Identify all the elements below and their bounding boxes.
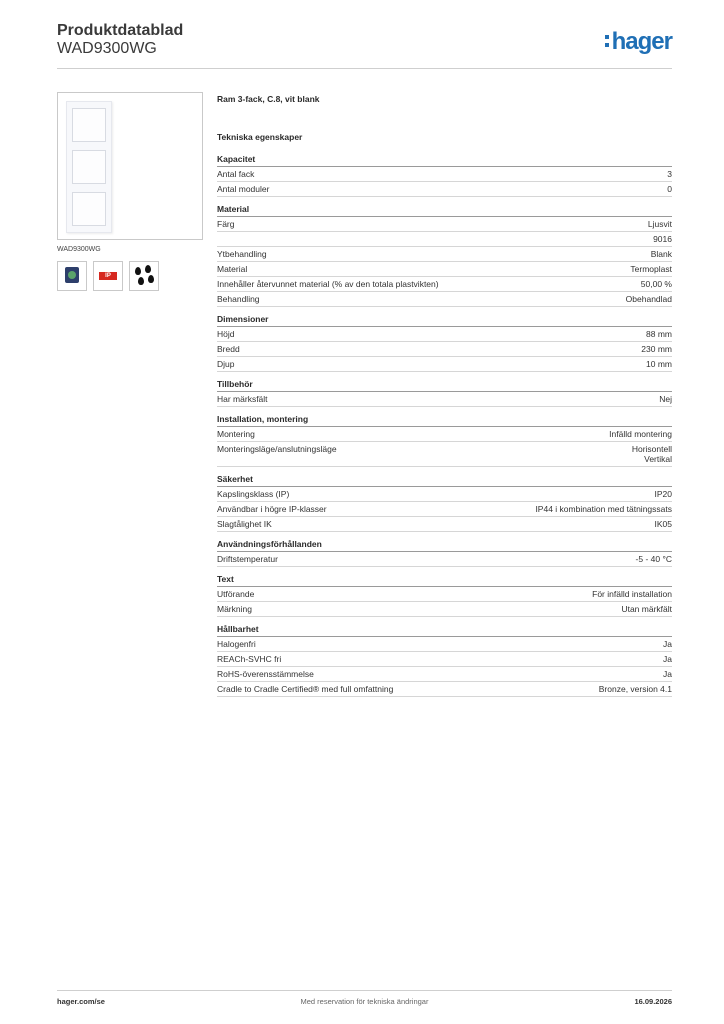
ip-rating-icon: IP bbox=[93, 261, 123, 291]
spec-value: Ja bbox=[663, 669, 672, 679]
logo-text: hager bbox=[611, 28, 672, 55]
spec-value: Termoplast bbox=[630, 264, 672, 274]
spec-row bbox=[217, 667, 672, 682]
frame-cell bbox=[72, 150, 106, 184]
spec-label: Cradle to Cradle Certified® med full omfattning bbox=[217, 684, 394, 694]
spec-value: För infälld installation bbox=[592, 589, 672, 599]
spec-value: 0 bbox=[667, 184, 672, 194]
spec-label: Material bbox=[217, 264, 248, 274]
spec-value: 50,00 % bbox=[640, 279, 672, 289]
spec-row bbox=[217, 342, 672, 357]
footer-note: Med reservation för tekniska ändringar bbox=[300, 997, 429, 1006]
spec-label: Ytbehandling bbox=[217, 249, 267, 259]
spec-label: Antal fack bbox=[217, 169, 255, 179]
spec-section bbox=[217, 474, 672, 532]
spec-value: Ja bbox=[663, 639, 672, 649]
spec-section bbox=[217, 204, 672, 307]
section-title: Installation, montering bbox=[217, 414, 672, 427]
spec-label: Antal moduler bbox=[217, 184, 270, 194]
spec-row bbox=[217, 682, 672, 697]
spec-row bbox=[217, 167, 672, 182]
spec-label: Märkning bbox=[217, 604, 252, 614]
spec-row bbox=[217, 327, 672, 342]
section-title: Dimensioner bbox=[217, 314, 672, 327]
spec-row bbox=[217, 652, 672, 667]
spec-row bbox=[217, 487, 672, 502]
spec-value: IP44 i kombination med tätningssats bbox=[535, 504, 672, 514]
spec-row bbox=[217, 182, 672, 197]
spec-label: Kapslingsklass (IP) bbox=[217, 489, 290, 499]
spec-section bbox=[217, 574, 672, 617]
left-column bbox=[57, 92, 203, 291]
footer-date: 16.09.2026 bbox=[634, 997, 672, 1006]
spec-label: Har märksfält bbox=[217, 394, 268, 404]
certification-badges bbox=[57, 261, 203, 291]
product-image bbox=[57, 92, 203, 240]
spec-value: 230 mm bbox=[641, 344, 672, 354]
spec-label: Bredd bbox=[217, 344, 240, 354]
spec-label: Halogenfri bbox=[217, 639, 256, 649]
spec-value: Ljusvit bbox=[647, 219, 672, 229]
spec-value: Nej bbox=[659, 394, 672, 404]
hager-logo bbox=[605, 28, 672, 56]
spec-row bbox=[217, 587, 672, 602]
section-title: Hållbarhet bbox=[217, 624, 672, 637]
frame-cell bbox=[72, 108, 106, 142]
footer-site-link[interactable]: hager.com/se bbox=[57, 997, 105, 1006]
logo-dots-icon bbox=[605, 35, 609, 39]
spec-row bbox=[217, 277, 672, 292]
spec-label: Behandling bbox=[217, 294, 260, 304]
spec-section bbox=[217, 414, 672, 467]
spec-label: REACh-SVHC fri bbox=[217, 654, 282, 664]
spec-section bbox=[217, 624, 672, 697]
spec-label: Djup bbox=[217, 359, 235, 369]
spec-row bbox=[217, 502, 672, 517]
section-title: Tillbehör bbox=[217, 379, 672, 392]
spec-label: Slagtålighet IK bbox=[217, 519, 272, 529]
spec-value: -5 - 40 °C bbox=[635, 554, 672, 564]
specifications bbox=[217, 94, 672, 704]
spec-section bbox=[217, 539, 672, 567]
spec-value: Obehandlad bbox=[625, 294, 672, 304]
spec-value: Ja bbox=[663, 654, 672, 664]
spec-section bbox=[217, 314, 672, 372]
section-title: Säkerhet bbox=[217, 474, 672, 487]
product-code: WAD9300WG bbox=[57, 40, 157, 57]
spec-label: Färg bbox=[217, 219, 235, 229]
spec-value: 88 mm bbox=[646, 329, 672, 339]
section-title: Material bbox=[217, 204, 672, 217]
spec-value: Bronze, version 4.1 bbox=[598, 684, 672, 694]
spec-row bbox=[217, 442, 672, 467]
product-name: Ram 3-fack, C.8, vit blank bbox=[217, 94, 320, 104]
spec-value: 10 mm bbox=[646, 359, 672, 369]
spec-row bbox=[217, 517, 672, 532]
header-divider bbox=[57, 68, 672, 69]
water-drops-icon bbox=[129, 261, 159, 291]
spec-row bbox=[217, 602, 672, 617]
spec-label: Innehåller återvunnet material (% av den totala plastvikten) bbox=[217, 279, 439, 289]
spec-row bbox=[217, 637, 672, 652]
spec-value: Utan märkfält bbox=[621, 604, 672, 614]
spec-sections bbox=[217, 154, 672, 697]
image-caption: WAD9300WG bbox=[57, 246, 101, 253]
cradle-to-cradle-icon bbox=[57, 261, 87, 291]
spec-value: Infälld montering bbox=[609, 429, 672, 439]
spec-value: Horisontell Vertikal bbox=[631, 444, 672, 464]
spec-value: 3 bbox=[667, 169, 672, 179]
tech-heading: Tekniska egenskaper bbox=[217, 132, 303, 142]
spec-label: Utförande bbox=[217, 589, 255, 599]
spec-value: IK05 bbox=[654, 519, 672, 529]
spec-row bbox=[217, 552, 672, 567]
spec-row bbox=[217, 217, 672, 232]
spec-section bbox=[217, 154, 672, 197]
frame-cell bbox=[72, 192, 106, 226]
section-title: Användningsförhållanden bbox=[217, 539, 672, 552]
spec-row bbox=[217, 392, 672, 407]
spec-row bbox=[217, 262, 672, 277]
spec-label: Höjd bbox=[217, 329, 235, 339]
footer-divider bbox=[57, 990, 672, 991]
section-title: Text bbox=[217, 574, 672, 587]
spec-label: Monteringsläge/anslutningsläge bbox=[217, 444, 337, 454]
page-header bbox=[57, 20, 672, 68]
spec-label: Driftstemperatur bbox=[217, 554, 278, 564]
spec-label: Montering bbox=[217, 429, 255, 439]
spec-value: Blank bbox=[650, 249, 672, 259]
spec-row bbox=[217, 247, 672, 262]
spec-row bbox=[217, 292, 672, 307]
spec-row bbox=[217, 427, 672, 442]
spec-label: Användbar i högre IP-klasser bbox=[217, 504, 327, 514]
frame-plate-illustration bbox=[66, 101, 112, 233]
spec-value: IP20 bbox=[654, 489, 672, 499]
spec-row bbox=[217, 357, 672, 372]
section-title: Kapacitet bbox=[217, 154, 672, 167]
spec-section bbox=[217, 379, 672, 407]
document-title: Produktdatablad bbox=[57, 22, 184, 39]
spec-value: 9016 bbox=[653, 234, 672, 244]
spec-label: RoHS-överensstämmelse bbox=[217, 669, 314, 679]
spec-row bbox=[217, 232, 672, 247]
